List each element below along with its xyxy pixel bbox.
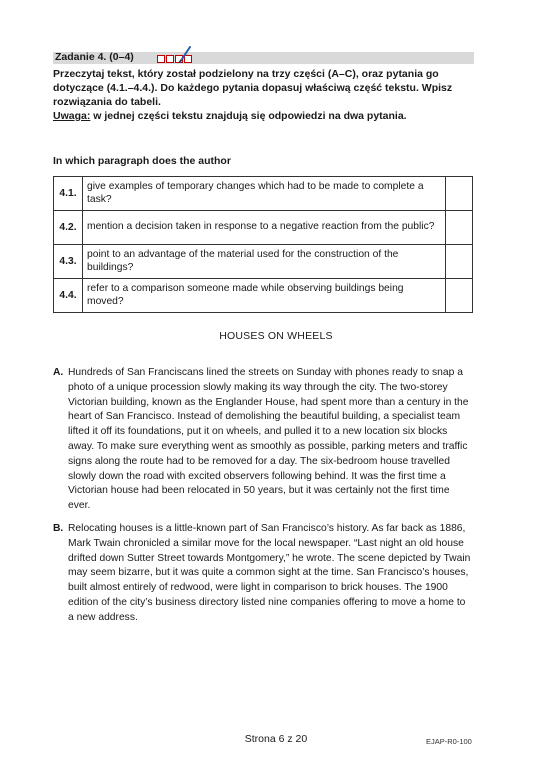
score-box: [166, 55, 174, 63]
task-instructions: [53, 67, 483, 123]
question-prompt: In which paragraph does the author: [53, 155, 231, 167]
paragraph-b: [53, 522, 471, 626]
article-title: HOUSES ON WHEELS: [219, 330, 333, 342]
question-text: refer to a comparison someone made while observing buildings being moved?: [83, 279, 446, 313]
question-number: 4.3.: [54, 245, 83, 279]
instructions-text: Przeczytaj tekst, który został podzielony na trzy części (A–C), oraz pytania go dotyczące (4.1.–4.4.). Do każdego pytania dopasuj właściwą część tekstu. Wpisz rozwiązania do tabeli.: [53, 68, 453, 108]
answer-cell[interactable]: [446, 177, 473, 211]
warning-label: Uwaga:: [53, 110, 91, 122]
score-box: [157, 55, 165, 63]
answer-cell[interactable]: [446, 211, 473, 245]
question-number: 4.2.: [54, 211, 83, 245]
exam-code: EJAP-R0-100: [426, 737, 472, 746]
table-row: [54, 177, 473, 211]
paragraph-letter: A.: [53, 367, 64, 378]
question-number: 4.4.: [54, 279, 83, 313]
question-number: 4.1.: [54, 177, 83, 211]
table-row: [54, 211, 473, 245]
questions-table: [53, 176, 473, 313]
table-row: [54, 245, 473, 279]
paragraph-letter: B.: [53, 523, 64, 534]
question-text: give examples of temporary changes which had to be made to complete a task?: [83, 177, 446, 211]
page-number: Strona 6 z 20: [244, 733, 308, 745]
answer-cell[interactable]: [446, 279, 473, 313]
paragraph-a: [53, 366, 471, 514]
question-text: point to an advantage of the material used for the construction of the buildings?: [83, 245, 446, 279]
pen-icon: [178, 45, 192, 63]
paragraph-text: Relocating houses is a little-known part of San Francisco’s history. As far back as 1886, Mark Twain chronicled a similar move for the local newspaper. “Last night an old house drifted down Sutter Street towards Montgomery,” he wrote. The scene depicted by Twain may seem bizarre, but it was quite a common sight at the time. San Francisco’s houses, built almost entirely of redwood, were light in comparison to brick houses. The 1900 edition of the city’s business directory listed nine companies offering to move a home to a new address.: [68, 523, 471, 623]
answer-cell[interactable]: [446, 245, 473, 279]
warning-text: w jednej części tekstu znajdują się odpowiedzi na dwa pytania.: [90, 110, 407, 122]
table-row: [54, 279, 473, 313]
question-text: mention a decision taken in response to a negative reaction from the public?: [83, 211, 446, 245]
task-title: Zadanie 4. (0–4): [55, 51, 134, 63]
paragraph-text: Hundreds of San Franciscans lined the streets on Sunday with phones ready to snap a photo of a unique procession slowly making its way through the city. The two-storey Victorian building, known as the Englander House, had spent more than a century in the heart of San Francisco. Instead of demolishing the beautiful building, a specialist team lifted it off its foundations, put it on wheels, and pulled it to a new location six blocks away. To make sure everything went as smoothly as possible, parking meters and traffic signs along the route had to be removed for a day. The six-bedroom house travelled slowly down the road with excited observers following behind. It was the first time a Victorian house had been relocated in 50 years, but it was certainly not the first time ever.: [68, 367, 469, 512]
